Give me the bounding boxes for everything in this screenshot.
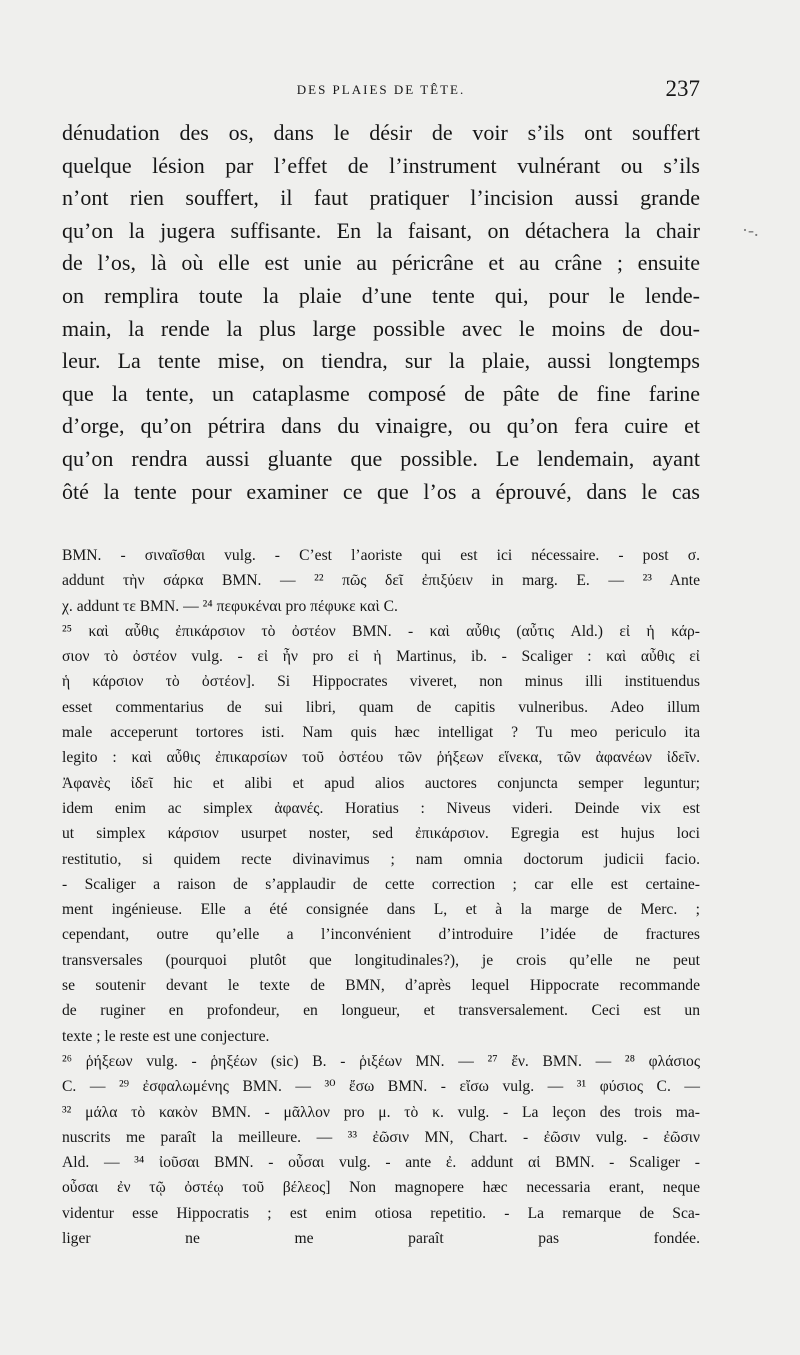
footnote-line: ²⁶ ῥήξεων vulg. - ῥηξέων (sic) B. - ῥιξέων MN. — ²⁷ ἔν. BMN. — ²⁸ φλάσιος — [62, 1052, 700, 1070]
text-line: quelque lésion par l’effet de l’instrument vulnérant ou s’ils — [62, 152, 700, 178]
footnote-line: BMN. - σιναῖσθαι vulg. - C’est l’aoriste qui est ici nécessaire. - post σ. — [62, 547, 700, 564]
footnote-line: liger ne me paraît pas fondée. — [62, 1230, 700, 1248]
text-line: que la tente, un cataplasme composé de pâte de fine farine — [62, 380, 700, 406]
footnote-line: restitutio, si quidem recte divinavimus ; nam omnia doctorum judicii facio. — [62, 850, 700, 868]
footnote-line: Ald. — ³⁴ ἰοῦσαι BMN. - οὖσαι vulg. - ante ἐ. addunt αἱ BMN. - Scaliger - — [62, 1154, 700, 1172]
footnote-line: nuscrits me paraît la meilleure. — ³³ ἐῶσιν MN, Chart. - ἐῶσιν vulg. - ἐῶσιν — [62, 1128, 700, 1146]
footnote-line: se soutenir devant le texte de BMN, d’après lequel Hippocrate recommande — [62, 977, 700, 995]
footnote-line: addunt τὴν σάρκα BMN. — ²² πῶς δεῖ ἐπιξύειν in marg. E. — ²³ Ante — [62, 572, 700, 590]
text-line: leur. La tente mise, on tiendra, sur la plaie, aussi longtemps — [62, 348, 700, 374]
text-line: dénudation des os, dans le désir de voir s’ils ont souffert — [62, 120, 700, 145]
footnote-line: ment ingénieuse. Elle a été consignée dans L, et à la marge de Merc. ; — [62, 901, 700, 919]
text-line: ôté la tente pour examiner ce que l’os a éprouvé, dans le cas — [62, 478, 700, 504]
text-line: d’orge, qu’on pétrira dans du vinaigre, ou qu’on fera cuire et — [62, 413, 700, 439]
footnote-line: ut simplex κάρσιον usurpet noster, sed ἐπικάρσιον. Egregia est hujus loci — [62, 825, 700, 843]
footnote-line: ³² μάλα τὸ κακὸν BMN. - μᾶλλον pro μ. τὸ κ. vulg. - La leçon des trois ma- — [62, 1103, 700, 1121]
footnote-line: σιον τὸ ὀστέον vulg. - εἰ ἦν pro εἰ ἡ Martinus, ib. - Scaliger : καὶ αὖθις εἰ — [62, 648, 700, 666]
footnotes — [62, 543, 700, 1251]
footnote-line: de ruginer en profondeur, en longueur, et transversalement. Ceci est un — [62, 1002, 700, 1020]
footnote-line: - Scaliger a raison de s’applaudir de cette correction ; car elle est certaine- — [62, 875, 700, 893]
footnote-line: ²⁵ καὶ αὖθις ἐπικάρσιον τὸ ὀστέον BMN. - καὶ αὖθις (αὖτις Ald.) εἰ ἡ κάρ- — [62, 622, 700, 640]
footnote-line: videntur esse Hippocratis ; est enim otiosa repetitio. - La remarque de Sca- — [62, 1204, 700, 1222]
footnote-line: male acceperunt tortores isti. Nam quis hæc intelligat ? Tu meo periculo ita — [62, 724, 700, 742]
text-line: qu’on rendra aussi gluante que possible. Le lendemain, ayant — [62, 445, 700, 471]
footnote-line: Ἀφανὲς ἰδεῖ hic et alibi et apud alios auctores conjuncta semper leguntur; — [62, 774, 700, 792]
footnote-line: esset commentarius de sui libri, quam de capitis vulneribus. Adeo illum — [62, 698, 700, 716]
text-line: on remplira toute la plaie d’une tente qui, pour le lende- — [62, 282, 700, 308]
footnote-line: transversales (pourquoi plutôt que longitudinales?), je crois qu’elle ne peut — [62, 951, 700, 969]
footnote-line: legito : καὶ αὖθις ἐπικαρσίων τοῦ ὀστέου τῶν ῥήξεων εἵνεκα, τῶν ἀφανέων ἰδεῖν. — [62, 749, 700, 767]
running-title: DES PLAIES DE TÊTE. — [296, 82, 466, 97]
text-line: main, la rende la plus large possible avec le moins de dou- — [62, 315, 700, 341]
footnote-line: οὖσαι ἐν τῷ ὀστέῳ τοῦ βέλεος] Non magnopere hæc necessaria erant, neque — [62, 1179, 700, 1197]
footnote-line: cependant, outre qu’elle a l’inconvénient d’introduire l’idée de fractures — [62, 926, 700, 944]
margin-mark: ·-. — [742, 220, 759, 240]
footnote-line: texte ; le reste est une conjecture. — [62, 1027, 270, 1045]
page-header — [62, 76, 700, 104]
text-line: n’ont rien souffert, il faut pratiquer l’incision aussi grande — [62, 185, 700, 211]
footnote-line: C. — ²⁹ ἐσφαλωμένης BMN. — ³⁰ ἔσω BMN. - εἴσω vulg. — ³¹ φύσιος C. — — [62, 1078, 700, 1096]
footnote-line: ἡ κάρσιον τὸ ὀστέον]. Si Hippocrates viveret, non minus illi instituendus — [62, 673, 700, 691]
main-text — [62, 117, 700, 508]
footnote-line: idem enim ac simplex ἀφανές. Horatius : Niveus videri. Deinde vix est — [62, 799, 700, 817]
text-line: qu’on la jugera suffisante. En la faisant, on détachera la chair — [62, 217, 700, 243]
footnote-line: χ. addunt τε BMN. — ²⁴ πεφυκέναι pro πέφυκε καὶ C. — [62, 597, 398, 615]
text-line: de l’os, là où elle est unie au péricrâne et au crâne ; ensuite — [62, 250, 700, 276]
page-number: 237 — [665, 76, 700, 101]
